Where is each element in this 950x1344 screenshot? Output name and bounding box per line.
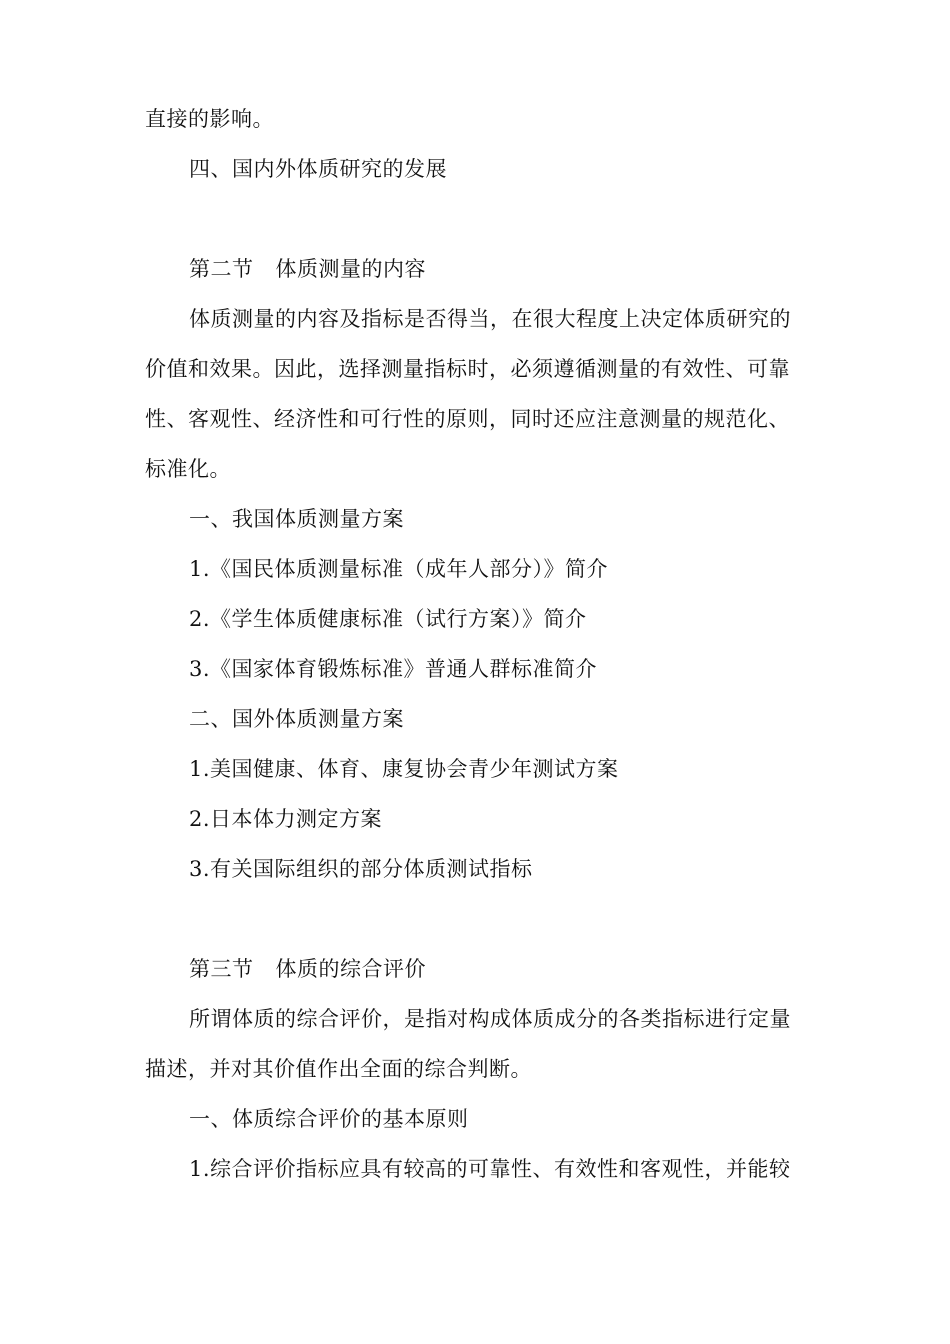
section-number: 第三节 [189,957,254,981]
section-title: 体质测量的内容 [275,257,426,281]
chapter-section-heading [189,254,869,284]
paragraph-line: 标准化。 [145,457,231,481]
paragraph-line: 性、客观性、经济性和可行性的原则，同时还应注意测量的规范化、 [145,407,790,431]
list-item: 3.《国家体育锻炼标准》普通人群标准简介 [189,657,598,681]
paragraph-line: 体质测量的内容及指标是否得当，在很大程度上决定体质研究的 [189,307,791,331]
list-item: 3.有关国际组织的部分体质测试指标 [189,857,533,881]
section-heading: 一、体质综合评价的基本原则 [189,1107,469,1131]
paragraph-line: 直接的影响。 [145,107,274,131]
paragraph-line: 描述，并对其价值作出全面的综合判断。 [145,1057,532,1081]
paragraph-line: 价值和效果。因此，选择测量指标时，必须遵循测量的有效性、可靠 [145,357,790,381]
chapter-section-heading [189,954,869,984]
section-number: 第二节 [189,257,254,281]
list-item: 1.《国民体质测量标准（成年人部分）》简介 [189,557,609,581]
list-item: 1.综合评价指标应具有较高的可靠性、有效性和客观性，并能较 [189,1157,791,1181]
paragraph-line: 所谓体质的综合评价，是指对构成体质成分的各类指标进行定量 [189,1007,791,1031]
list-item: 2.《学生体质健康标准（试行方案）》简介 [189,607,587,631]
section-title: 体质的综合评价 [275,957,426,981]
section-heading: 二、国外体质测量方案 [189,707,404,731]
section-heading: 一、我国体质测量方案 [189,507,404,531]
list-item: 2.日本体力测定方案 [189,807,383,831]
section-heading: 四、国内外体质研究的发展 [189,157,447,181]
list-item: 1.美国健康、体育、康复协会青少年测试方案 [189,757,619,781]
